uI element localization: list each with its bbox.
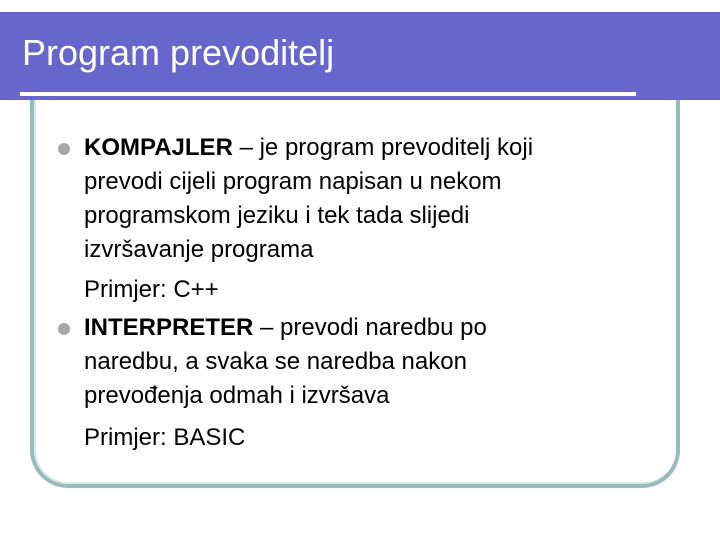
bullet-icon [58, 323, 70, 335]
bullet-1-line-3: programskom jeziku i tek tada slijedi [84, 202, 470, 229]
bullet-icon [58, 143, 70, 155]
bullet-1-term: KOMPAJLER [84, 134, 233, 161]
bullet-1-line-2: prevodi cijeli program napisan u nekom [84, 168, 502, 195]
bullet-1-example: Primjer: C++ [84, 276, 219, 303]
bullet-1-line-4: izvršavanje programa [84, 236, 314, 263]
bullet-1-text: – je program prevoditelj koji [232, 134, 534, 161]
bullet-1-line-1 [84, 134, 533, 162]
bullet-2-line-3: prevođenja odmah i izvršava [84, 382, 390, 409]
bullet-2-line-1 [84, 314, 487, 342]
bullet-2-term: INTERPRETER [84, 314, 254, 341]
bullet-2-line-2: naredbu, a svaka se naredba nakon [84, 348, 467, 375]
slide-title: Program prevoditelj [22, 32, 335, 73]
bullet-2-text: – prevodi naredbu po [253, 314, 487, 341]
bullet-2-example: Primjer: BASIC [84, 424, 246, 451]
